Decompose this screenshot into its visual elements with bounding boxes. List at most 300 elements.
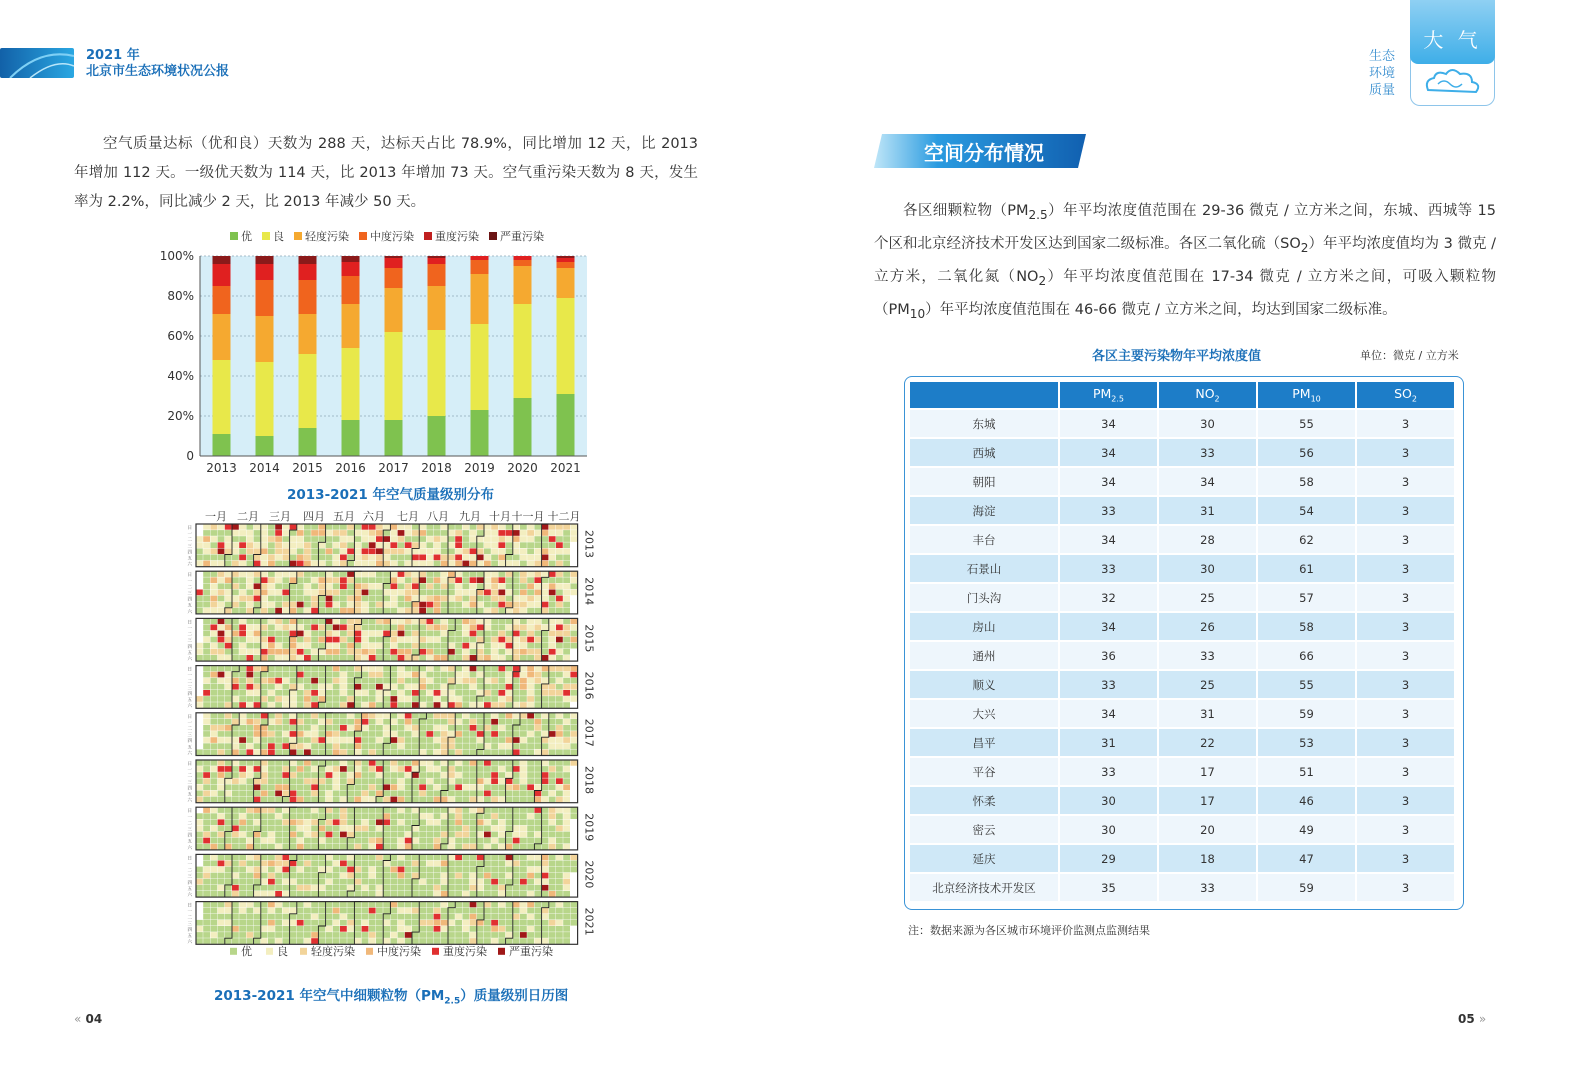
calendar-day-cell xyxy=(556,838,563,844)
calendar-day-cell xyxy=(506,666,513,672)
calendar-day-cell xyxy=(534,631,541,637)
calendar-day-cell xyxy=(218,879,225,885)
calendar-day-cell xyxy=(376,571,383,577)
calendar-legend-swatch xyxy=(432,948,439,955)
calendar-day-cell xyxy=(354,702,361,708)
table-row xyxy=(910,410,1454,437)
calendar-day-cell xyxy=(261,778,268,784)
calendar-day-cell xyxy=(282,524,289,530)
calendar-day-cell xyxy=(218,655,225,661)
calendar-day-cell xyxy=(354,649,361,655)
calendar-day-cell xyxy=(326,838,333,844)
calendar-day-cell xyxy=(556,696,563,702)
calendar-day-cell xyxy=(369,737,376,743)
calendar-day-cell xyxy=(441,571,448,577)
calendar-day-cell xyxy=(268,725,275,731)
calendar-day-cell xyxy=(225,649,232,655)
calendar-day-cell xyxy=(218,731,225,737)
calendar-day-cell xyxy=(520,832,527,838)
calendar-day-cell xyxy=(340,813,347,819)
calendar-day-cell xyxy=(534,926,541,932)
calendar-day-cell xyxy=(203,702,210,708)
calendar-day-cell xyxy=(203,813,210,819)
calendar-day-cell xyxy=(318,618,325,624)
calendar-day-cell xyxy=(311,737,318,743)
calendar-day-cell xyxy=(520,643,527,649)
calendar-day-cell xyxy=(534,678,541,684)
calendar-day-cell xyxy=(362,854,369,860)
calendar-day-cell xyxy=(246,932,253,938)
calendar-day-cell xyxy=(542,932,549,938)
calendar-day-cell xyxy=(498,577,505,583)
calendar-day-cell xyxy=(311,542,318,548)
calendar-day-cell xyxy=(419,832,426,838)
calendar-day-cell xyxy=(261,854,268,860)
calendar-day-cell xyxy=(261,920,268,926)
calendar-day-cell xyxy=(462,838,469,844)
calendar-day-cell xyxy=(254,838,261,844)
calendar-day-cell xyxy=(210,760,217,766)
calendar-month-label: 四月 xyxy=(303,510,325,523)
calendar-day-cell xyxy=(542,561,549,567)
calendar-day-cell xyxy=(311,879,318,885)
calendar-day-cell xyxy=(556,867,563,873)
calendar-day-cell xyxy=(333,678,340,684)
calendar-day-cell xyxy=(333,719,340,725)
calendar-day-cell xyxy=(362,548,369,554)
calendar-day-cell xyxy=(304,643,311,649)
calendar-day-cell xyxy=(268,813,275,819)
calendar-day-cell xyxy=(383,760,390,766)
calendar-day-cell xyxy=(246,731,253,737)
calendar-day-cell xyxy=(570,908,577,914)
calendar-day-cell xyxy=(297,807,304,813)
table-row xyxy=(910,729,1454,756)
calendar-day-cell xyxy=(441,719,448,725)
calendar-day-cell xyxy=(426,608,433,614)
calendar-day-cell xyxy=(347,885,354,891)
calendar-year-block xyxy=(188,902,596,946)
calendar-year-block xyxy=(188,571,596,615)
calendar-day-cell xyxy=(534,807,541,813)
calendar-day-cell xyxy=(542,791,549,797)
calendar-day-cell xyxy=(354,813,361,819)
calendar-day-cell xyxy=(290,713,297,719)
calendar-day-cell xyxy=(513,625,520,631)
calendar-day-cell xyxy=(448,867,455,873)
calendar-day-cell xyxy=(203,854,210,860)
calendar-day-cell xyxy=(520,926,527,932)
calendar-day-cell xyxy=(527,666,534,672)
calendar-day-cell xyxy=(412,784,419,790)
calendar-day-cell xyxy=(362,555,369,561)
calendar-day-cell xyxy=(520,571,527,577)
calendar-day-cell xyxy=(563,571,570,577)
calendar-day-cell xyxy=(196,760,203,766)
calendar-day-cell xyxy=(254,530,261,536)
calendar-day-cell xyxy=(412,832,419,838)
calendar-day-cell xyxy=(383,926,390,932)
calendar-day-cell xyxy=(311,702,318,708)
air-quality-summary: 空气质量达标（优和良）天数为 288 天，达标天占比 78.9%，同比增加 12 天，比 2013 年增加 112 天。一级优天数为 114 天，比 2013 年增加 73 天。空气重污染天数为 8 天，发生率为 2.2%，同比减少 2 天，比 2013 年减少 50 天。 xyxy=(74,136,698,210)
calendar-day-cell xyxy=(527,819,534,825)
calendar-day-cell xyxy=(542,784,549,790)
calendar-day-cell xyxy=(218,891,225,897)
calendar-day-cell xyxy=(261,813,268,819)
calendar-day-cell xyxy=(390,571,397,577)
calendar-day-cell xyxy=(376,791,383,797)
calendar-day-cell xyxy=(218,524,225,530)
calendar-day-cell xyxy=(333,885,340,891)
calendar-day-cell xyxy=(254,807,261,813)
calendar-day-cell xyxy=(419,920,426,926)
calendar-day-cell xyxy=(527,542,534,548)
calendar-day-cell xyxy=(556,684,563,690)
calendar-day-cell xyxy=(477,583,484,589)
calendar-day-cell xyxy=(383,813,390,819)
calendar-day-cell xyxy=(275,797,282,803)
calendar-day-cell xyxy=(261,873,268,879)
calendar-day-cell xyxy=(333,655,340,661)
calendar-day-cell xyxy=(297,637,304,643)
calendar-day-cell xyxy=(477,725,484,731)
value-cell: 30 xyxy=(1159,410,1256,437)
calendar-day-cell xyxy=(369,577,376,583)
calendar-day-cell xyxy=(527,583,534,589)
calendar-day-cell xyxy=(354,784,361,790)
weekday-label: 三 xyxy=(187,827,192,833)
calendar-day-cell xyxy=(477,938,484,944)
calendar-day-cell xyxy=(448,608,455,614)
calendar-day-cell xyxy=(362,826,369,832)
calendar-day-cell xyxy=(290,678,297,684)
calendar-day-cell xyxy=(239,690,246,696)
calendar-day-cell xyxy=(203,797,210,803)
calendar-day-cell xyxy=(282,902,289,908)
calendar-day-cell xyxy=(419,702,426,708)
calendar-day-cell xyxy=(304,731,311,737)
calendar-day-cell xyxy=(268,791,275,797)
calendar-day-cell xyxy=(498,731,505,737)
calendar-day-cell xyxy=(448,838,455,844)
calendar-day-cell xyxy=(491,891,498,897)
calendar-day-cell xyxy=(333,861,340,867)
calendar-day-cell xyxy=(556,749,563,755)
calendar-day-cell xyxy=(448,926,455,932)
calendar-day-cell xyxy=(462,891,469,897)
calendar-day-cell xyxy=(203,772,210,778)
calendar-day-cell xyxy=(333,743,340,749)
calendar-day-cell xyxy=(383,577,390,583)
calendar-day-cell xyxy=(455,655,462,661)
calendar-day-cell xyxy=(225,731,232,737)
calendar-day-cell xyxy=(484,832,491,838)
calendar-day-cell xyxy=(448,702,455,708)
calendar-day-cell xyxy=(268,844,275,850)
x-tick-label: 2016 xyxy=(335,461,366,475)
bar-segment xyxy=(256,436,274,456)
calendar-day-cell xyxy=(282,536,289,542)
calendar-day-cell xyxy=(534,530,541,536)
calendar-day-cell xyxy=(333,555,340,561)
calendar-day-cell xyxy=(340,561,347,567)
calendar-day-cell xyxy=(534,725,541,731)
calendar-day-cell xyxy=(470,932,477,938)
calendar-day-cell xyxy=(484,926,491,932)
calendar-day-cell xyxy=(225,920,232,926)
calendar-day-cell xyxy=(203,743,210,749)
calendar-day-cell xyxy=(498,914,505,920)
calendar-day-cell xyxy=(326,813,333,819)
calendar-day-cell xyxy=(484,826,491,832)
calendar-day-cell xyxy=(534,655,541,661)
calendar-day-cell xyxy=(520,784,527,790)
calendar-day-cell xyxy=(462,713,469,719)
calendar-day-cell xyxy=(434,672,441,678)
calendar-day-cell xyxy=(246,908,253,914)
calendar-day-cell xyxy=(434,873,441,879)
calendar-day-cell xyxy=(304,571,311,577)
calendar-day-cell xyxy=(434,778,441,784)
calendar-day-cell xyxy=(362,672,369,678)
calendar-day-cell xyxy=(434,879,441,885)
calendar-day-cell xyxy=(261,826,268,832)
calendar-day-cell xyxy=(275,832,282,838)
calendar-day-cell xyxy=(542,548,549,554)
calendar-day-cell xyxy=(462,571,469,577)
calendar-day-cell xyxy=(376,920,383,926)
calendar-day-cell xyxy=(455,938,462,944)
value-cell: 25 xyxy=(1159,671,1256,698)
calendar-day-cell xyxy=(354,618,361,624)
calendar-day-cell xyxy=(362,625,369,631)
calendar-day-cell xyxy=(506,602,513,608)
calendar-day-cell xyxy=(434,914,441,920)
calendar-day-cell xyxy=(419,797,426,803)
calendar-day-cell xyxy=(556,778,563,784)
calendar-day-cell xyxy=(261,608,268,614)
calendar-day-cell xyxy=(369,530,376,536)
calendar-day-cell xyxy=(477,602,484,608)
calendar-day-cell xyxy=(513,932,520,938)
calendar-day-cell xyxy=(326,854,333,860)
calendar-day-cell xyxy=(254,625,261,631)
calendar-day-cell xyxy=(520,778,527,784)
calendar-day-cell xyxy=(419,618,426,624)
calendar-day-cell xyxy=(354,891,361,897)
weekday-label: 三 xyxy=(187,780,192,786)
calendar-day-cell xyxy=(426,844,433,850)
calendar-day-cell xyxy=(282,618,289,624)
chapter-side-label xyxy=(1368,48,1396,99)
calendar-day-cell xyxy=(246,772,253,778)
calendar-day-cell xyxy=(210,908,217,914)
calendar-day-cell xyxy=(210,590,217,596)
calendar-day-cell xyxy=(398,696,405,702)
calendar-day-cell xyxy=(419,583,426,589)
calendar-day-cell xyxy=(470,596,477,602)
calendar-year-block xyxy=(188,713,596,757)
calendar-day-cell xyxy=(434,784,441,790)
calendar-day-cell xyxy=(534,524,541,530)
weekday-label: 一 xyxy=(187,720,192,726)
calendar-day-cell xyxy=(254,672,261,678)
calendar-day-cell xyxy=(268,932,275,938)
calendar-day-cell xyxy=(347,797,354,803)
calendar-day-cell xyxy=(354,555,361,561)
calendar-day-cell xyxy=(268,571,275,577)
table-row xyxy=(910,671,1454,698)
calendar-day-cell xyxy=(297,561,304,567)
page-number-right: 05 » xyxy=(1458,1012,1487,1026)
calendar-day-cell xyxy=(333,873,340,879)
calendar-day-cell xyxy=(434,655,441,661)
calendar-day-cell xyxy=(347,524,354,530)
calendar-day-cell xyxy=(354,772,361,778)
calendar-day-cell xyxy=(527,637,534,643)
calendar-day-cell xyxy=(470,696,477,702)
calendar-day-cell xyxy=(491,861,498,867)
calendar-day-cell xyxy=(506,684,513,690)
calendar-day-cell xyxy=(448,590,455,596)
calendar-day-cell xyxy=(455,807,462,813)
calendar-day-cell xyxy=(203,684,210,690)
calendar-day-cell xyxy=(239,885,246,891)
calendar-day-cell xyxy=(462,577,469,583)
value-cell: 31 xyxy=(1060,729,1157,756)
table-header: $PM_{2.5}$ xyxy=(1060,382,1157,408)
calendar-day-cell xyxy=(419,555,426,561)
bar-segment xyxy=(557,298,575,394)
calendar-day-cell xyxy=(282,561,289,567)
calendar-day-cell xyxy=(369,608,376,614)
calendar-day-cell xyxy=(520,577,527,583)
calendar-day-cell xyxy=(268,548,275,554)
calendar-day-cell xyxy=(340,826,347,832)
calendar-day-cell xyxy=(434,772,441,778)
calendar-day-cell xyxy=(297,914,304,920)
calendar-day-cell xyxy=(405,932,412,938)
calendar-day-cell xyxy=(275,791,282,797)
calendar-day-cell xyxy=(261,625,268,631)
calendar-day-cell xyxy=(275,813,282,819)
calendar-day-cell xyxy=(239,731,246,737)
calendar-day-cell xyxy=(542,813,549,819)
calendar-day-cell xyxy=(542,908,549,914)
calendar-day-cell xyxy=(290,885,297,891)
calendar-day-cell xyxy=(534,649,541,655)
calendar-day-cell xyxy=(376,702,383,708)
calendar-day-cell xyxy=(218,725,225,731)
calendar-day-cell xyxy=(239,891,246,897)
calendar-day-cell xyxy=(470,826,477,832)
calendar-day-cell xyxy=(405,760,412,766)
calendar-day-cell xyxy=(398,797,405,803)
calendar-day-cell xyxy=(282,908,289,914)
calendar-day-cell xyxy=(484,649,491,655)
weekday-label: 三 xyxy=(187,544,192,550)
calendar-day-cell xyxy=(527,885,534,891)
calendar-day-cell xyxy=(484,719,491,725)
value-cell: 35 xyxy=(1060,874,1157,901)
calendar-day-cell xyxy=(362,530,369,536)
calendar-day-cell xyxy=(304,861,311,867)
calendar-day-cell xyxy=(513,873,520,879)
calendar-day-cell xyxy=(246,760,253,766)
side-label-line: 环境 xyxy=(1368,66,1395,81)
calendar-day-cell xyxy=(448,618,455,624)
table-header: $NO_2$ xyxy=(1159,382,1256,408)
calendar-day-cell xyxy=(268,702,275,708)
calendar-day-cell xyxy=(333,618,340,624)
calendar-day-cell xyxy=(556,625,563,631)
bar-segment xyxy=(557,268,575,298)
calendar-day-cell xyxy=(246,631,253,637)
calendar-day-cell xyxy=(196,920,203,926)
calendar-day-cell xyxy=(354,826,361,832)
calendar-day-cell xyxy=(419,643,426,649)
calendar-day-cell xyxy=(232,932,239,938)
calendar-day-cell xyxy=(506,731,513,737)
calendar-day-cell xyxy=(491,577,498,583)
calendar-day-cell xyxy=(362,891,369,897)
calendar-day-cell xyxy=(534,590,541,596)
calendar-day-cell xyxy=(369,938,376,944)
calendar-day-cell xyxy=(383,819,390,825)
calendar-day-cell xyxy=(275,702,282,708)
calendar-day-cell xyxy=(570,749,577,755)
calendar-day-cell xyxy=(491,854,498,860)
calendar-day-cell xyxy=(354,608,361,614)
calendar-day-cell xyxy=(333,813,340,819)
calendar-day-cell xyxy=(513,643,520,649)
calendar-day-cell xyxy=(225,819,232,825)
calendar-day-cell xyxy=(275,666,282,672)
calendar-day-cell xyxy=(340,555,347,561)
calendar-day-cell xyxy=(354,596,361,602)
calendar-day-cell xyxy=(498,719,505,725)
calendar-day-cell xyxy=(218,548,225,554)
calendar-day-cell xyxy=(261,684,268,690)
calendar-day-cell xyxy=(570,625,577,631)
calendar-day-cell xyxy=(362,713,369,719)
calendar-day-cell xyxy=(268,672,275,678)
calendar-day-cell xyxy=(470,555,477,561)
calendar-day-cell xyxy=(218,625,225,631)
calendar-day-cell xyxy=(448,649,455,655)
calendar-day-cell xyxy=(261,743,268,749)
calendar-day-cell xyxy=(398,655,405,661)
calendar-day-cell xyxy=(290,631,297,637)
value-cell: 3 xyxy=(1357,700,1454,727)
calendar-day-cell xyxy=(448,583,455,589)
calendar-day-cell xyxy=(304,832,311,838)
calendar-day-cell xyxy=(275,920,282,926)
calendar-day-cell xyxy=(225,561,232,567)
calendar-day-cell xyxy=(318,649,325,655)
calendar-day-cell xyxy=(556,719,563,725)
calendar-day-cell xyxy=(491,571,498,577)
value-cell: 33 xyxy=(1159,874,1256,901)
calendar-day-cell xyxy=(246,938,253,944)
calendar-day-cell xyxy=(376,725,383,731)
calendar-day-cell xyxy=(347,583,354,589)
calendar-day-cell xyxy=(491,548,498,554)
calendar-day-cell xyxy=(326,655,333,661)
calendar-day-cell xyxy=(556,536,563,542)
calendar-day-cell xyxy=(218,649,225,655)
calendar-day-cell xyxy=(232,672,239,678)
